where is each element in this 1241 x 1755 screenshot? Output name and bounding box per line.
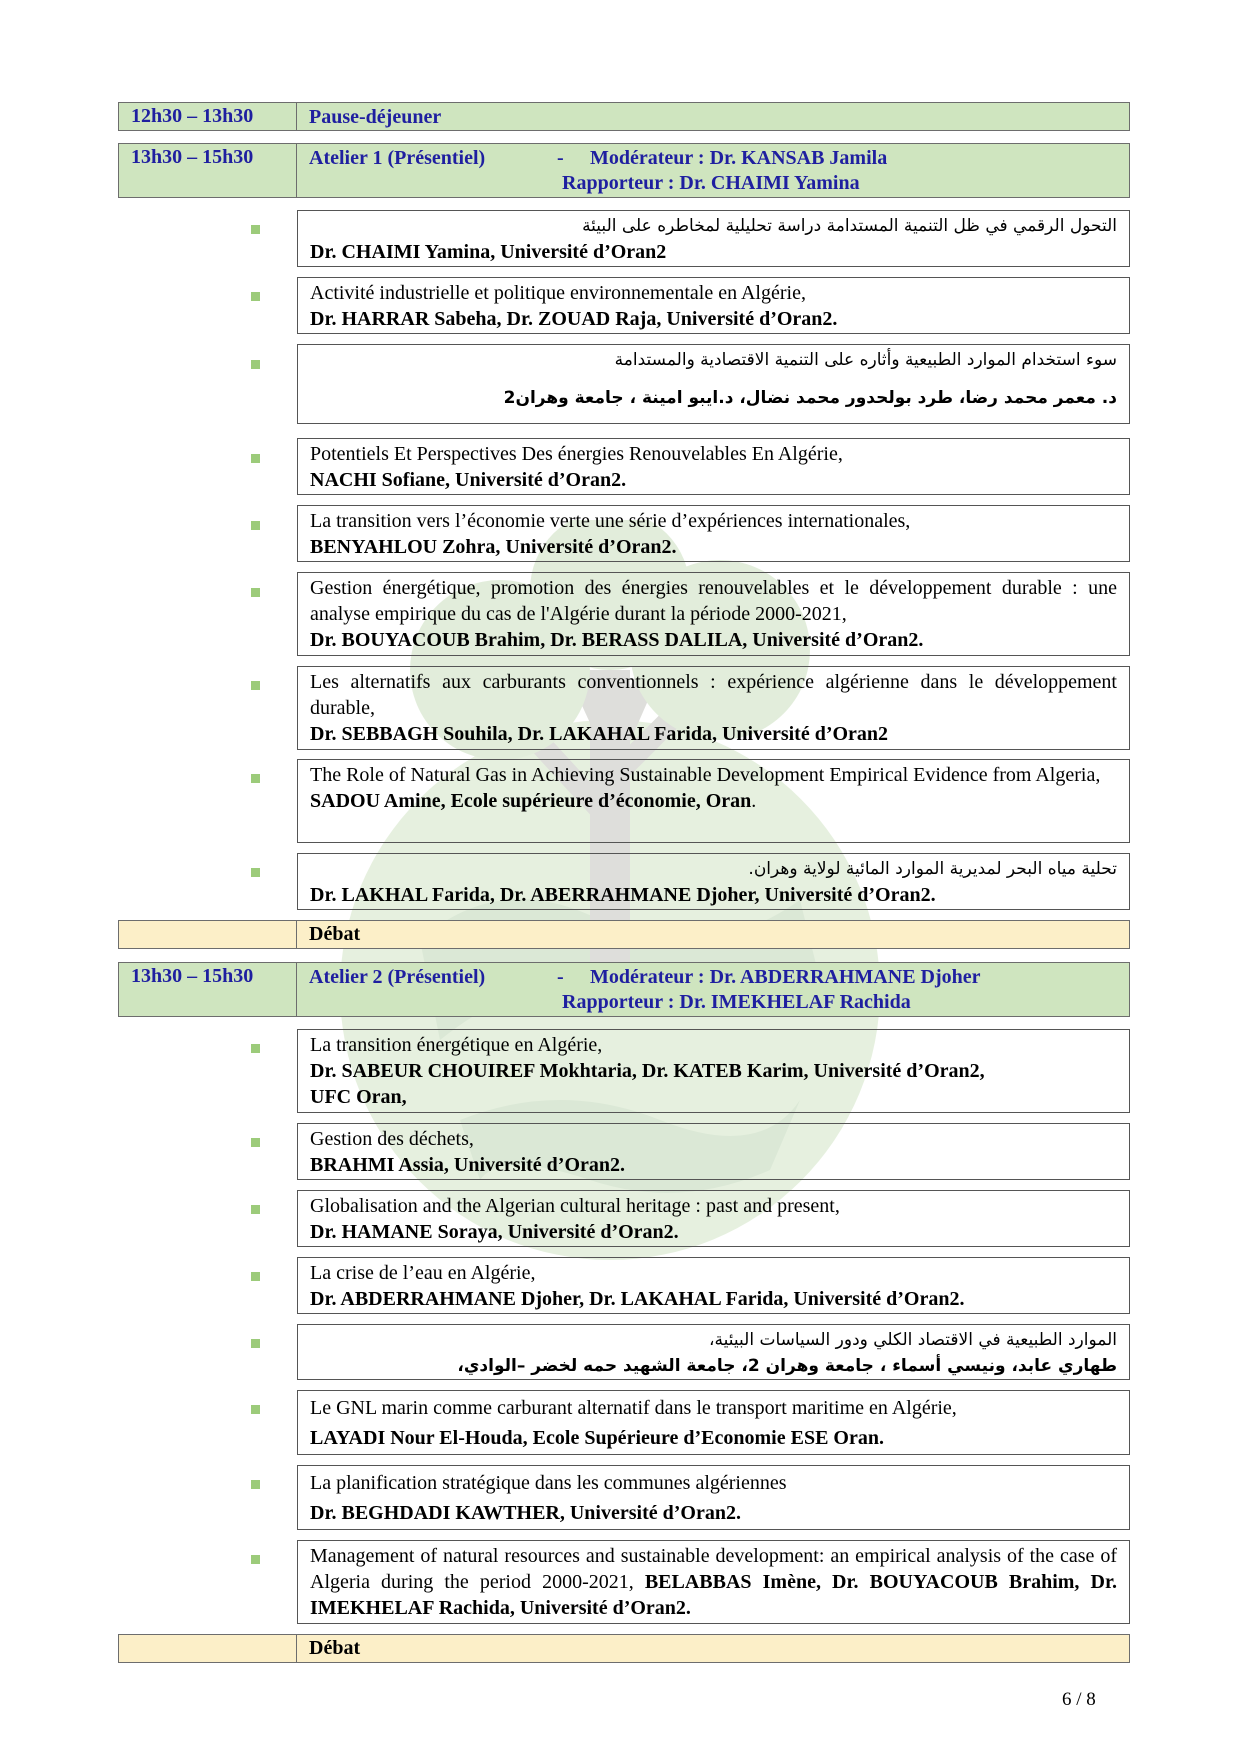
item-authors: Dr. ABDERRAHMANE Djoher, Dr. LAKAHAL Farida, Université d’Oran2.	[310, 1288, 965, 1310]
list-item	[297, 1390, 1130, 1455]
item-authors-affiliation: UFC Oran,	[310, 1086, 407, 1108]
session-title	[297, 963, 1129, 1016]
separator-dash: -	[557, 966, 564, 988]
bullet-icon	[251, 454, 260, 463]
bullet-icon	[251, 1555, 260, 1564]
item-authors: LAYADI Nour El-Houda, Ecole Supérieure d’Economie ESE Oran.	[310, 1427, 884, 1449]
item-title: Gestion énergétique, promotion des énergies renouvelables et le développement durable : une analyse empirique du cas de l'Algérie durant la période 2000-2021,	[310, 577, 1117, 625]
list-item	[297, 1465, 1130, 1530]
list-item	[297, 1257, 1130, 1314]
bullet-icon	[251, 1339, 260, 1348]
item-authors: Dr. SABEUR CHOUIREF Mokhtaria, Dr. KATEB Karim, Université d’Oran2,	[310, 1060, 985, 1082]
bullet-icon	[251, 1405, 260, 1414]
list-item	[297, 438, 1130, 495]
bullet-icon	[251, 1205, 260, 1214]
list-item	[297, 505, 1130, 562]
item-authors: Dr. BOUYACOUB Brahim, Dr. BERASS DALILA, Université d’Oran2.	[310, 629, 924, 651]
rapporteur: Rapporteur : Dr. IMEKHELAF Rachida	[562, 991, 911, 1013]
session-time: 12h30 – 13h30	[119, 103, 297, 130]
item-title: Gestion des déchets,	[310, 1128, 474, 1150]
item-authors: طهاري عابد، ونيسي أسماء ، جامعة وهران 2، جامعة الشهيد حمه لخضر –الوادي،	[457, 1356, 1117, 1376]
session-time: 13h30 – 15h30	[119, 144, 297, 197]
atelier-name: Atelier 1 (Présentiel)	[309, 147, 486, 169]
session-header-atelier2	[118, 962, 1130, 1017]
bullet-icon	[251, 774, 260, 783]
list-item	[297, 1029, 1130, 1113]
item-authors: د. معمر محمد رضا، طرد بولحدور محمد نضال، د.ايبو امينة ، جامعة وهران2	[503, 388, 1117, 408]
item-authors: Dr. HARRAR Sabeha, Dr. ZOUAD Raja, Université d’Oran2.	[310, 308, 838, 330]
list-item	[297, 666, 1130, 750]
bullet-icon	[251, 1480, 260, 1489]
page-number: 6 / 8	[1062, 1689, 1096, 1710]
item-title: Potentiels Et Perspectives Des énergies Renouvelables En Algérie,	[310, 443, 843, 465]
list-item	[297, 1540, 1130, 1624]
item-authors: NACHI Sofiane, Université d’Oran2.	[310, 469, 627, 491]
session-header-lunch	[118, 102, 1130, 131]
session-header-atelier1	[118, 143, 1130, 198]
debat-time-cell	[119, 921, 297, 948]
bullet-icon	[251, 1272, 260, 1281]
item-authors: BENYAHLOU Zohra, Université d’Oran2.	[310, 536, 677, 558]
item-title: التحول الرقمي في ظل التنمية المستدامة دراسة تحليلية لمخاطره على البيئة	[582, 216, 1117, 236]
list-item	[297, 1190, 1130, 1247]
list-item	[297, 572, 1130, 656]
item-title: Les alternatifs aux carburants conventionnels : expérience algérienne dans le développement durable,	[310, 671, 1117, 719]
item-authors-suffix: .	[751, 790, 757, 812]
item-authors: SADOU Amine, Ecole supérieure d’économie, Oran	[310, 790, 752, 812]
debat-time-cell	[119, 1635, 297, 1662]
list-item	[297, 277, 1130, 334]
item-title: La transition vers l’économie verte une série d’expériences internationales,	[310, 510, 911, 532]
session-title	[297, 144, 1129, 197]
list-item	[297, 759, 1130, 843]
item-title: The Role of Natural Gas in Achieving Sustainable Development Empirical Evidence from Algeria,	[310, 764, 1101, 786]
item-title: Globalisation and the Algerian cultural heritage : past and present,	[310, 1195, 840, 1217]
item-title: Activité industrielle et politique environnementale en Algérie,	[310, 282, 806, 304]
list-item	[297, 853, 1130, 910]
bullet-icon	[251, 1044, 260, 1053]
moderator: Modérateur : Dr. ABDERRAHMANE Djoher	[590, 966, 981, 988]
item-title: La crise de l’eau en Algérie,	[310, 1262, 536, 1284]
item-title: سوء استخدام الموارد الطبيعية وأثاره على التنمية الاقتصادية والمستدامة	[614, 350, 1117, 370]
atelier-name: Atelier 2 (Présentiel)	[309, 966, 486, 988]
item-title	[310, 1543, 1117, 1621]
item-title: الموارد الطبيعية في الاقتصاد الكلي ودور السياسات البيئية،	[709, 1330, 1117, 1350]
bullet-icon	[251, 225, 260, 234]
bullet-icon	[251, 1138, 260, 1147]
session-time: 13h30 – 15h30	[119, 963, 297, 1016]
item-authors: Dr. CHAIMI Yamina, Université d’Oran2	[310, 241, 667, 263]
debat-row	[118, 920, 1130, 949]
rapporteur: Rapporteur : Dr. CHAIMI Yamina	[562, 172, 860, 194]
session-title	[297, 103, 1129, 130]
list-item	[297, 1324, 1130, 1380]
moderator: Modérateur : Dr. KANSAB Jamila	[590, 147, 888, 169]
item-authors: BELABBAS Imène, Dr. BOUYACOUB Brahim, Dr. IMEKHELAF Rachida, Université d’Oran2.	[310, 1571, 1118, 1619]
list-item	[297, 1123, 1130, 1180]
session-title-text: Pause-déjeuner	[309, 106, 442, 128]
debat-row	[118, 1634, 1130, 1663]
bullet-icon	[251, 521, 260, 530]
bullet-icon	[251, 588, 260, 597]
item-authors: Dr. HAMANE Soraya, Université d’Oran2.	[310, 1221, 679, 1243]
item-authors: Dr. LAKHAL Farida, Dr. ABERRAHMANE Djoher, Université d’Oran2.	[310, 884, 936, 906]
item-authors: Dr. BEGHDADI KAWTHER, Université d’Oran2.	[310, 1502, 741, 1524]
bullet-icon	[251, 292, 260, 301]
bullet-icon	[251, 360, 260, 369]
item-title: تحلية مياه البحر لمديرية الموارد المائية لولاية وهران.	[748, 859, 1117, 879]
item-title: La planification stratégique dans les communes algériennes	[310, 1472, 787, 1494]
separator-dash: -	[557, 147, 564, 169]
item-title: Le GNL marin comme carburant alternatif dans le transport maritime en Algérie,	[310, 1397, 957, 1419]
debat-label: Débat	[309, 923, 361, 945]
item-title-text: Management of natural resources and sustainable development: an empirical analysis of the case of Algeria during the period 2000-2021,	[310, 1545, 1117, 1593]
debat-label: Débat	[309, 1637, 361, 1659]
bullet-icon	[251, 681, 260, 690]
item-authors: Dr. SEBBAGH Souhila, Dr. LAKAHAL Farida, Université d’Oran2	[310, 723, 889, 745]
item-authors: BRAHMI Assia, Université d’Oran2.	[310, 1154, 625, 1176]
bullet-icon	[251, 868, 260, 877]
list-item	[297, 210, 1130, 267]
list-item	[297, 344, 1130, 424]
item-title: La transition énergétique en Algérie,	[310, 1034, 603, 1056]
